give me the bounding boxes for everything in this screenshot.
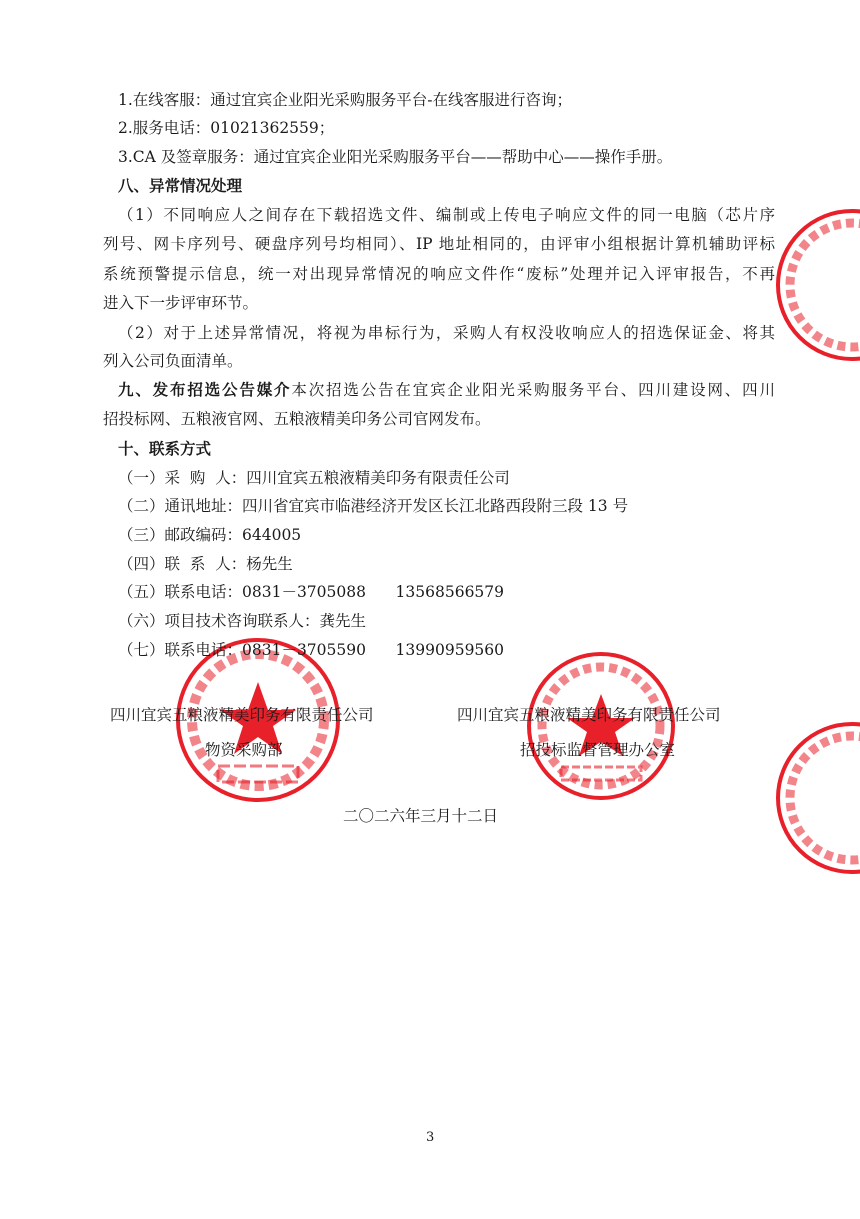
- paragraph-line: （2）对于上述异常情况，将视为串标行为，采购人有权没收响应人的招选保证金、将其: [118, 324, 775, 342]
- contact-item: （六）项目技术咨询联系人：龚先生: [118, 612, 367, 630]
- paragraph-line: 列入公司负面清单。: [103, 352, 243, 370]
- paragraph-line: 列号、网卡序列号、硬盘序列号均相同）、IP 地址相同的，由评审小组根据计算机辅助评标: [103, 235, 775, 253]
- contact-item: （七）联系电话：0831－3705590 13990959560: [118, 641, 505, 659]
- stamp-edge-bottom: [770, 718, 860, 878]
- page-number: 3: [426, 1130, 435, 1145]
- paragraph-line: 系统预警提示信息，统一对出现异常情况的响应文件作“废标”处理并记入评审报告，不再: [103, 265, 775, 283]
- right-signature-dept: 招投标监督管理办公室: [520, 741, 676, 759]
- contact-item: （三）邮政编码：644005: [118, 526, 302, 544]
- section-9-text: 本次招选公告在宜宾企业阳光采购服务平台、四川建设网、四川: [291, 381, 775, 399]
- stamp-bidding-office: [525, 650, 677, 802]
- support-ca: 3.CA 及签章服务：通过宜宾企业阳光采购服务平台——帮助中心——操作手册。: [118, 148, 673, 166]
- paragraph-line: 进入下一步评审环节。: [103, 294, 259, 312]
- paragraph-line: （1）不同响应人之间存在下载招选文件、编制或上传电子响应文件的同一电脑（芯片序: [118, 206, 775, 224]
- support-phone: 2.服务电话：01021362559；: [118, 119, 335, 137]
- contact-item: （二）通讯地址：四川省宜宾市临港经济开发区长江北路西段附三段 13 号: [118, 497, 629, 515]
- signature-date: 二〇二六年三月十二日: [343, 807, 499, 825]
- stamp-edge-top: [770, 205, 860, 365]
- left-signature-dept: 物资采购部: [205, 741, 283, 759]
- left-signature-company: 四川宜宾五粮液精美印务有限责任公司: [110, 706, 374, 724]
- section-8-heading: 八、异常情况处理: [118, 176, 243, 195]
- section-9-heading: 九、发布招选公告媒介: [118, 380, 292, 399]
- support-online: 1.在线客服：通过宜宾企业阳光采购服务平台-在线客服进行咨询；: [118, 91, 573, 109]
- section-9-line: [118, 380, 775, 400]
- right-signature-company: 四川宜宾五粮液精美印务有限责任公司: [457, 706, 721, 724]
- section-9-line: 招投标网、五粮液官网、五粮液精美印务公司官网发布。: [103, 410, 491, 428]
- contact-item: （五）联系电话：0831－3705088 13568566579: [118, 583, 505, 601]
- contact-item: （四）联 系 人：杨先生: [118, 555, 293, 573]
- section-10-heading: 十、联系方式: [118, 439, 212, 458]
- contact-item: （一）采 购 人：四川宜宾五粮液精美印务有限责任公司: [118, 469, 510, 487]
